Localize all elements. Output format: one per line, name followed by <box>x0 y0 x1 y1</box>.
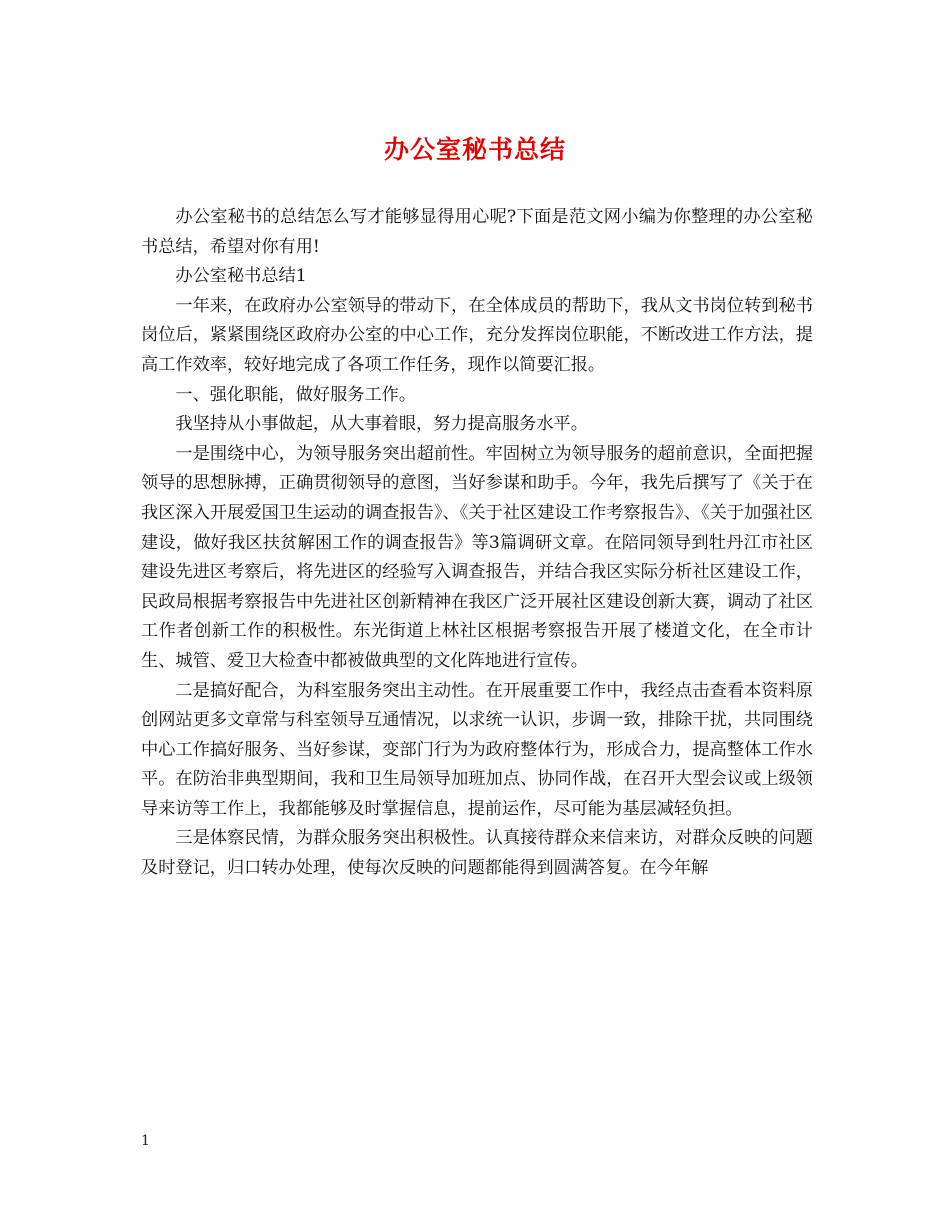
body-paragraph: 我坚持从小事做起，从大事着眼，努力提高服务水平。 <box>175 414 588 435</box>
page-number: 1 <box>141 1133 150 1149</box>
document-body <box>141 203 813 884</box>
body-paragraph: 一年来，在政府办公室领导的带动下，在全体成员的帮助下，我从文书岗位转到秘书岗位后，紧紧围绕区政府办公室的中心工作，充分发挥岗位职能，不断改进工作方法，提高工作效率，较好地完成了各项工作任务，现作以简要汇报。 <box>141 295 813 375</box>
subsection-heading: 一、强化职能，做好服务工作。 <box>175 384 417 405</box>
document-title: 办公室秘书总结 <box>383 135 566 164</box>
body-paragraph: 二是搞好配合，为科室服务突出主动性。在开展重要工作中，我经点击查看本资料原创网站更多文章常与科室领导互通情况，以求统一认识，步调一致，排除干扰，共同围绕中心工作搞好服务、当好参谋，变部门行为为政府整体行为，形成合力，提高整体工作水平。在防治非典型期间，我和卫生局领导加班加点、协同作战，在召开大型会议或上级领导来访等工作上，我都能够及时掌握信息，提前运作，尽可能为基层减轻负担。 <box>141 680 813 819</box>
body-paragraph: 三是体察民情，为群众服务突出积极性。认真接待群众来信来访，对群众反映的问题及时登记，归口转办处理，使每次反映的问题都能得到圆满答复。在今年解 <box>141 828 813 879</box>
body-paragraph: 一是围绕中心，为领导服务突出超前性。牢固树立为领导服务的超前意识，全面把握领导的思想脉搏，正确贯彻领导的意图，当好参谋和助手。今年，我先后撰写了《关于在我区深入开展爱国卫生运动的调查报告》、《关于社区建设工作考察报告》、《关于加强社区建设，做好我区扶贫解困工作的调查报告》等3篇调研文章。在陪同领导到牡丹江市社区建设先进区考察后，将先进区的经验写入调查报告，并结合我区实际分析社区建设工作，民政局根据考察报告中先进社区创新精神在我区广泛开展社区建设创新大赛，调动了社区工作者创新工作的积极性。东光街道上林社区根据考察报告开展了楼道文化，在全市计生、城管、爱卫大检查中都被做典型的文化阵地进行宣传。 <box>141 443 813 671</box>
intro-paragraph: 办公室秘书的总结怎么写才能够显得用心呢?下面是范文网小编为你整理的办公室秘书总结，希望对你有用! <box>141 207 813 257</box>
section-heading: 办公室秘书总结1 <box>175 266 307 287</box>
